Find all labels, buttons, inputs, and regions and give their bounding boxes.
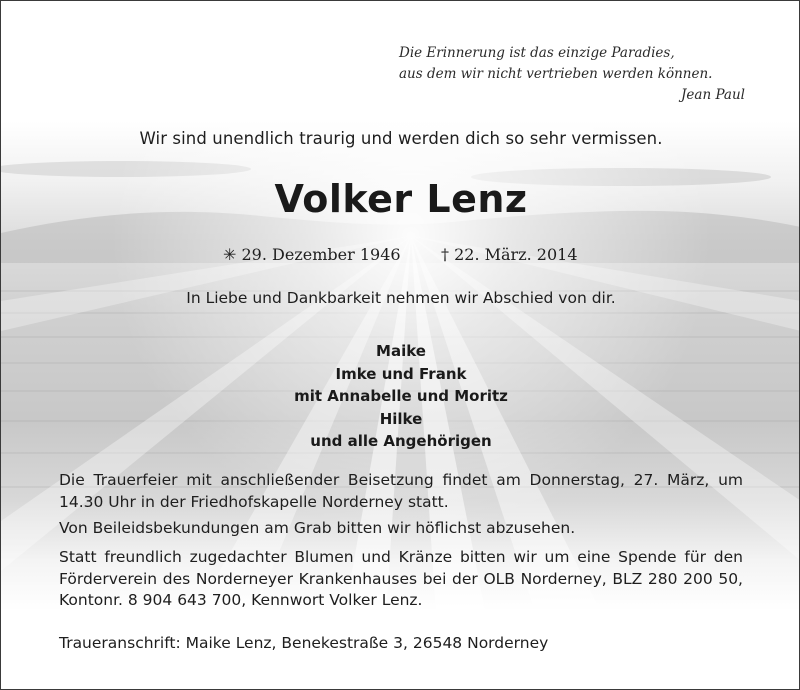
deceased-name: Volker Lenz [274, 177, 528, 221]
mourner-name: Maike [376, 342, 426, 360]
donation-notice: Statt freundlich zugedachter Blumen und Kränze bitten wir um eine Spende für den Förderverein des Norderneyer Krankenhauses bei der OLB Norderney, BLZ 280 200 50, Kontonr. 8 904 643 700, Kennwort Volker Lenz. [59, 548, 743, 609]
mourners-list [1, 340, 800, 453]
epigraph-quote [399, 43, 745, 106]
mourner-name: Imke und Frank [335, 364, 467, 383]
quote-line: Die Erinnerung ist das einzige Paradies, [399, 45, 675, 61]
quote-author: Jean Paul [681, 87, 745, 103]
ceremony-notice: Die Trauerfeier mit anschließender Beisetzung findet am Donnerstag, 27. März, um 14.30 Uhr in der Friedhofskapelle Norderney statt. [59, 471, 743, 511]
death-date: † 22. März. 2014 [441, 245, 578, 264]
quote-line: aus dem wir nicht vertrieben werden können. [399, 66, 713, 82]
mourning-address: Traueranschrift: Maike Lenz, Benekestraße 3, 26548 Norderney [59, 634, 549, 652]
mourner-name: Hilke [379, 409, 423, 428]
birth-date: ✳ 29. Dezember 1946 [223, 245, 401, 264]
mourner-name: mit Annabelle und Moritz [294, 387, 508, 405]
lead-sentence: Wir sind unendlich traurig und werden dich so sehr vermissen. [139, 129, 663, 148]
condolence-notice: Von Beileidsbekundungen am Grab bitten wir höflichst abzusehen. [59, 519, 576, 537]
farewell-sentence: In Liebe und Dankbarkeit nehmen wir Abschied von dir. [186, 289, 616, 307]
mourner-name: und alle Angehörigen [310, 432, 492, 450]
